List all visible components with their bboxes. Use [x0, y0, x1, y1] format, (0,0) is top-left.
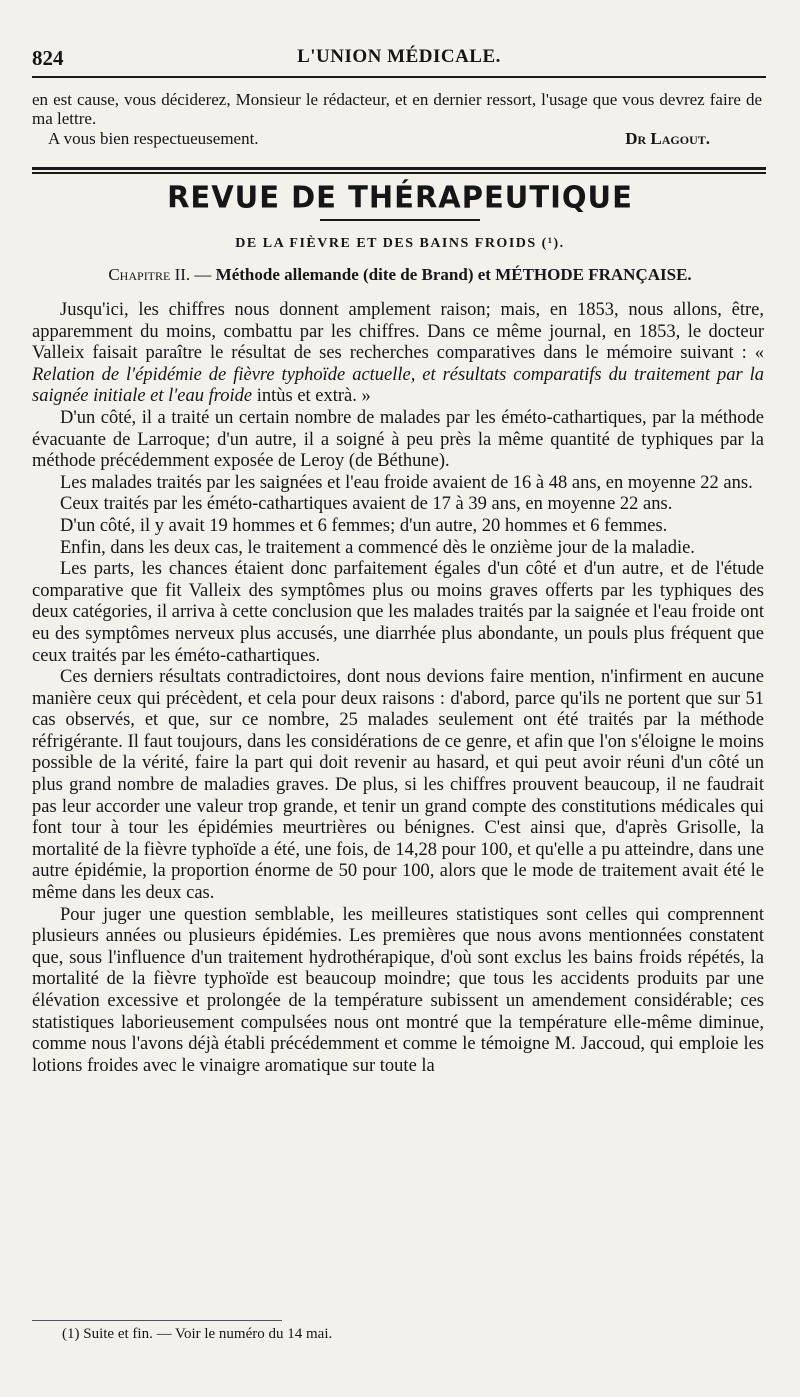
- paragraph-1-end: intùs et extrà. »: [252, 386, 371, 407]
- paragraph-7: Les parts, les chances étaient donc parfaitement égales d'un côté et d'un autre, et de l'étude comparative que fit Valleix des symptômes plus ou moins graves offerts par les typhiques des deux catégories, il arriva à cette conclusion que les malades traités par la saignée et l'eau froide ont eu des symptômes nerveux plus accusés, une diarrhée plus abondante, un pouls plus fréquent que ceux traités par les éméto-cathartiques.: [32, 559, 764, 666]
- section-divider-top: [32, 167, 766, 170]
- paragraph-9: Pour juger une question semblable, les meilleures statistiques sont celles qui comprennent plusieurs années ou plusieurs épidémies. Les premières que nous avons mentionnées constatent que, sous l'influence d'un traitement hydrothérapique, d'où sont exclus les bains froids répétés, la mortalité de la fièvre typhoïde est beaucoup moindre; que tous les accidents produits par une élévation excessive et prolongée de la température subissent un amendement considérable; ces statistiques laborieusement compulsées nous ont montré que la température elle-même diminue, comme nous l'avons déjà établi précédemment et comme le témoigne M. Jaccoud, qui emploie les lotions froides avec le vinaigre aromatique sur toute la: [32, 904, 764, 1076]
- chapter-label: Chapitre II. —: [108, 265, 212, 284]
- section-title: REVUE DE THÉRAPEUTIQUE: [167, 179, 633, 215]
- letter-ending: [32, 90, 762, 151]
- footnote-rule: [32, 1320, 282, 1321]
- chapter-heading: [0, 265, 800, 285]
- signoff-row: [32, 129, 762, 151]
- section-divider-bottom: [32, 172, 766, 174]
- paragraph-2: D'un côté, il a traité un certain nombre de malades par les éméto-cathartiques, par la méthode évacuante de Larroque; d'un autre, il a soigné à peu près la même quantité de typhiques par la méthode précédemment exposée de Leroy (de Béthune).: [32, 407, 764, 472]
- letter-closing-text: en est cause, vous déciderez, Monsieur le rédacteur, et en dernier ressort, l'usage que vous devrez faire de ma lettre.: [32, 90, 762, 128]
- paragraph-1: [32, 300, 764, 408]
- paragraph-1-text: Jusqu'ici, les chiffres nous donnent amplement raison; mais, en 1853, nous allons, être, apparemment du moins, combattu par les chiffres. Dans ce même journal, en 1853, le docteur Valleix faisait paraître le résultat de ses recherches comparatives dans le mémoire suivant : «: [32, 300, 764, 364]
- header-rule: [32, 76, 766, 78]
- article-body: [32, 300, 764, 1077]
- paragraph-5: D'un côté, il y avait 19 hommes et 6 femmes; d'un autre, 20 hommes et 6 femmes.: [60, 515, 668, 536]
- signature: Dr Lagout.: [625, 129, 710, 148]
- paragraph-8: Ces derniers résultats contradictoires, dont nous devions faire mention, n'infirment en aucune manière ceux qui précèdent, et cela pour deux raisons : d'abord, parce qu'ils ne portent que sur 51 cas observés, et que, sur ce nombre, 25 malades seulement ont été traités par la méthode réfrigérante. Il faut toujours, dans les considérations de ce genre, et afin que l'on s'éloigne le moins possible de la vérité, faire la part qui doit revenir au hasard, et qui peut avoir réuni d'un côté un plus grand nombre de maladies graves. De plus, si les chiffres prouvent beaucoup, il ne faudrait pas leur accorder une valeur trop grande, et tenir un grand compte des constitutions médicales qui font tour à tour les épidémies meurtrières ou bénignes. C'est ainsi que, d'après Grisolle, la mortalité de la fièvre typhoïde a été, une fois, de 14,28 pour 100, et qu'elle a pu atteindre, dans une autre épidémie, la proportion énorme de 50 pour 100, alors que le mode de traitement avait été le même dans les deux cas.: [32, 667, 764, 904]
- footnote: (1) Suite et fin. — Voir le numéro du 14 mai.: [62, 1326, 333, 1342]
- article-subtitle: DE LA FIÈVRE ET DES BAINS FROIDS (¹).: [235, 236, 565, 251]
- page-number: 824: [32, 46, 64, 70]
- signoff: A vous bien respectueusement.: [48, 129, 259, 148]
- running-head: [32, 46, 766, 74]
- paragraph-3: Les malades traités par les saignées et l'eau froide avaient de 16 à 48 ans, en moyenne 22 ans.: [60, 472, 753, 493]
- paragraph-6: Enfin, dans les deux cas, le traitement a commencé dès le onzième jour de la maladie.: [60, 537, 695, 558]
- paragraph-4: Ceux traités par les éméto-cathartiques avaient de 17 à 39 ans, en moyenne 22 ans.: [60, 494, 673, 515]
- journal-title: L'UNION MÉDICALE.: [297, 46, 501, 67]
- chapter-method: Méthode allemande (dite de Brand) et MÉTHODE FRANÇAISE.: [215, 265, 692, 284]
- memoir-title: Relation de l'épidémie de fièvre typhoïde actuelle, et résultats comparatifs du traitement par la saignée initiale et l'eau froide: [32, 364, 764, 407]
- title-underline: [320, 219, 480, 221]
